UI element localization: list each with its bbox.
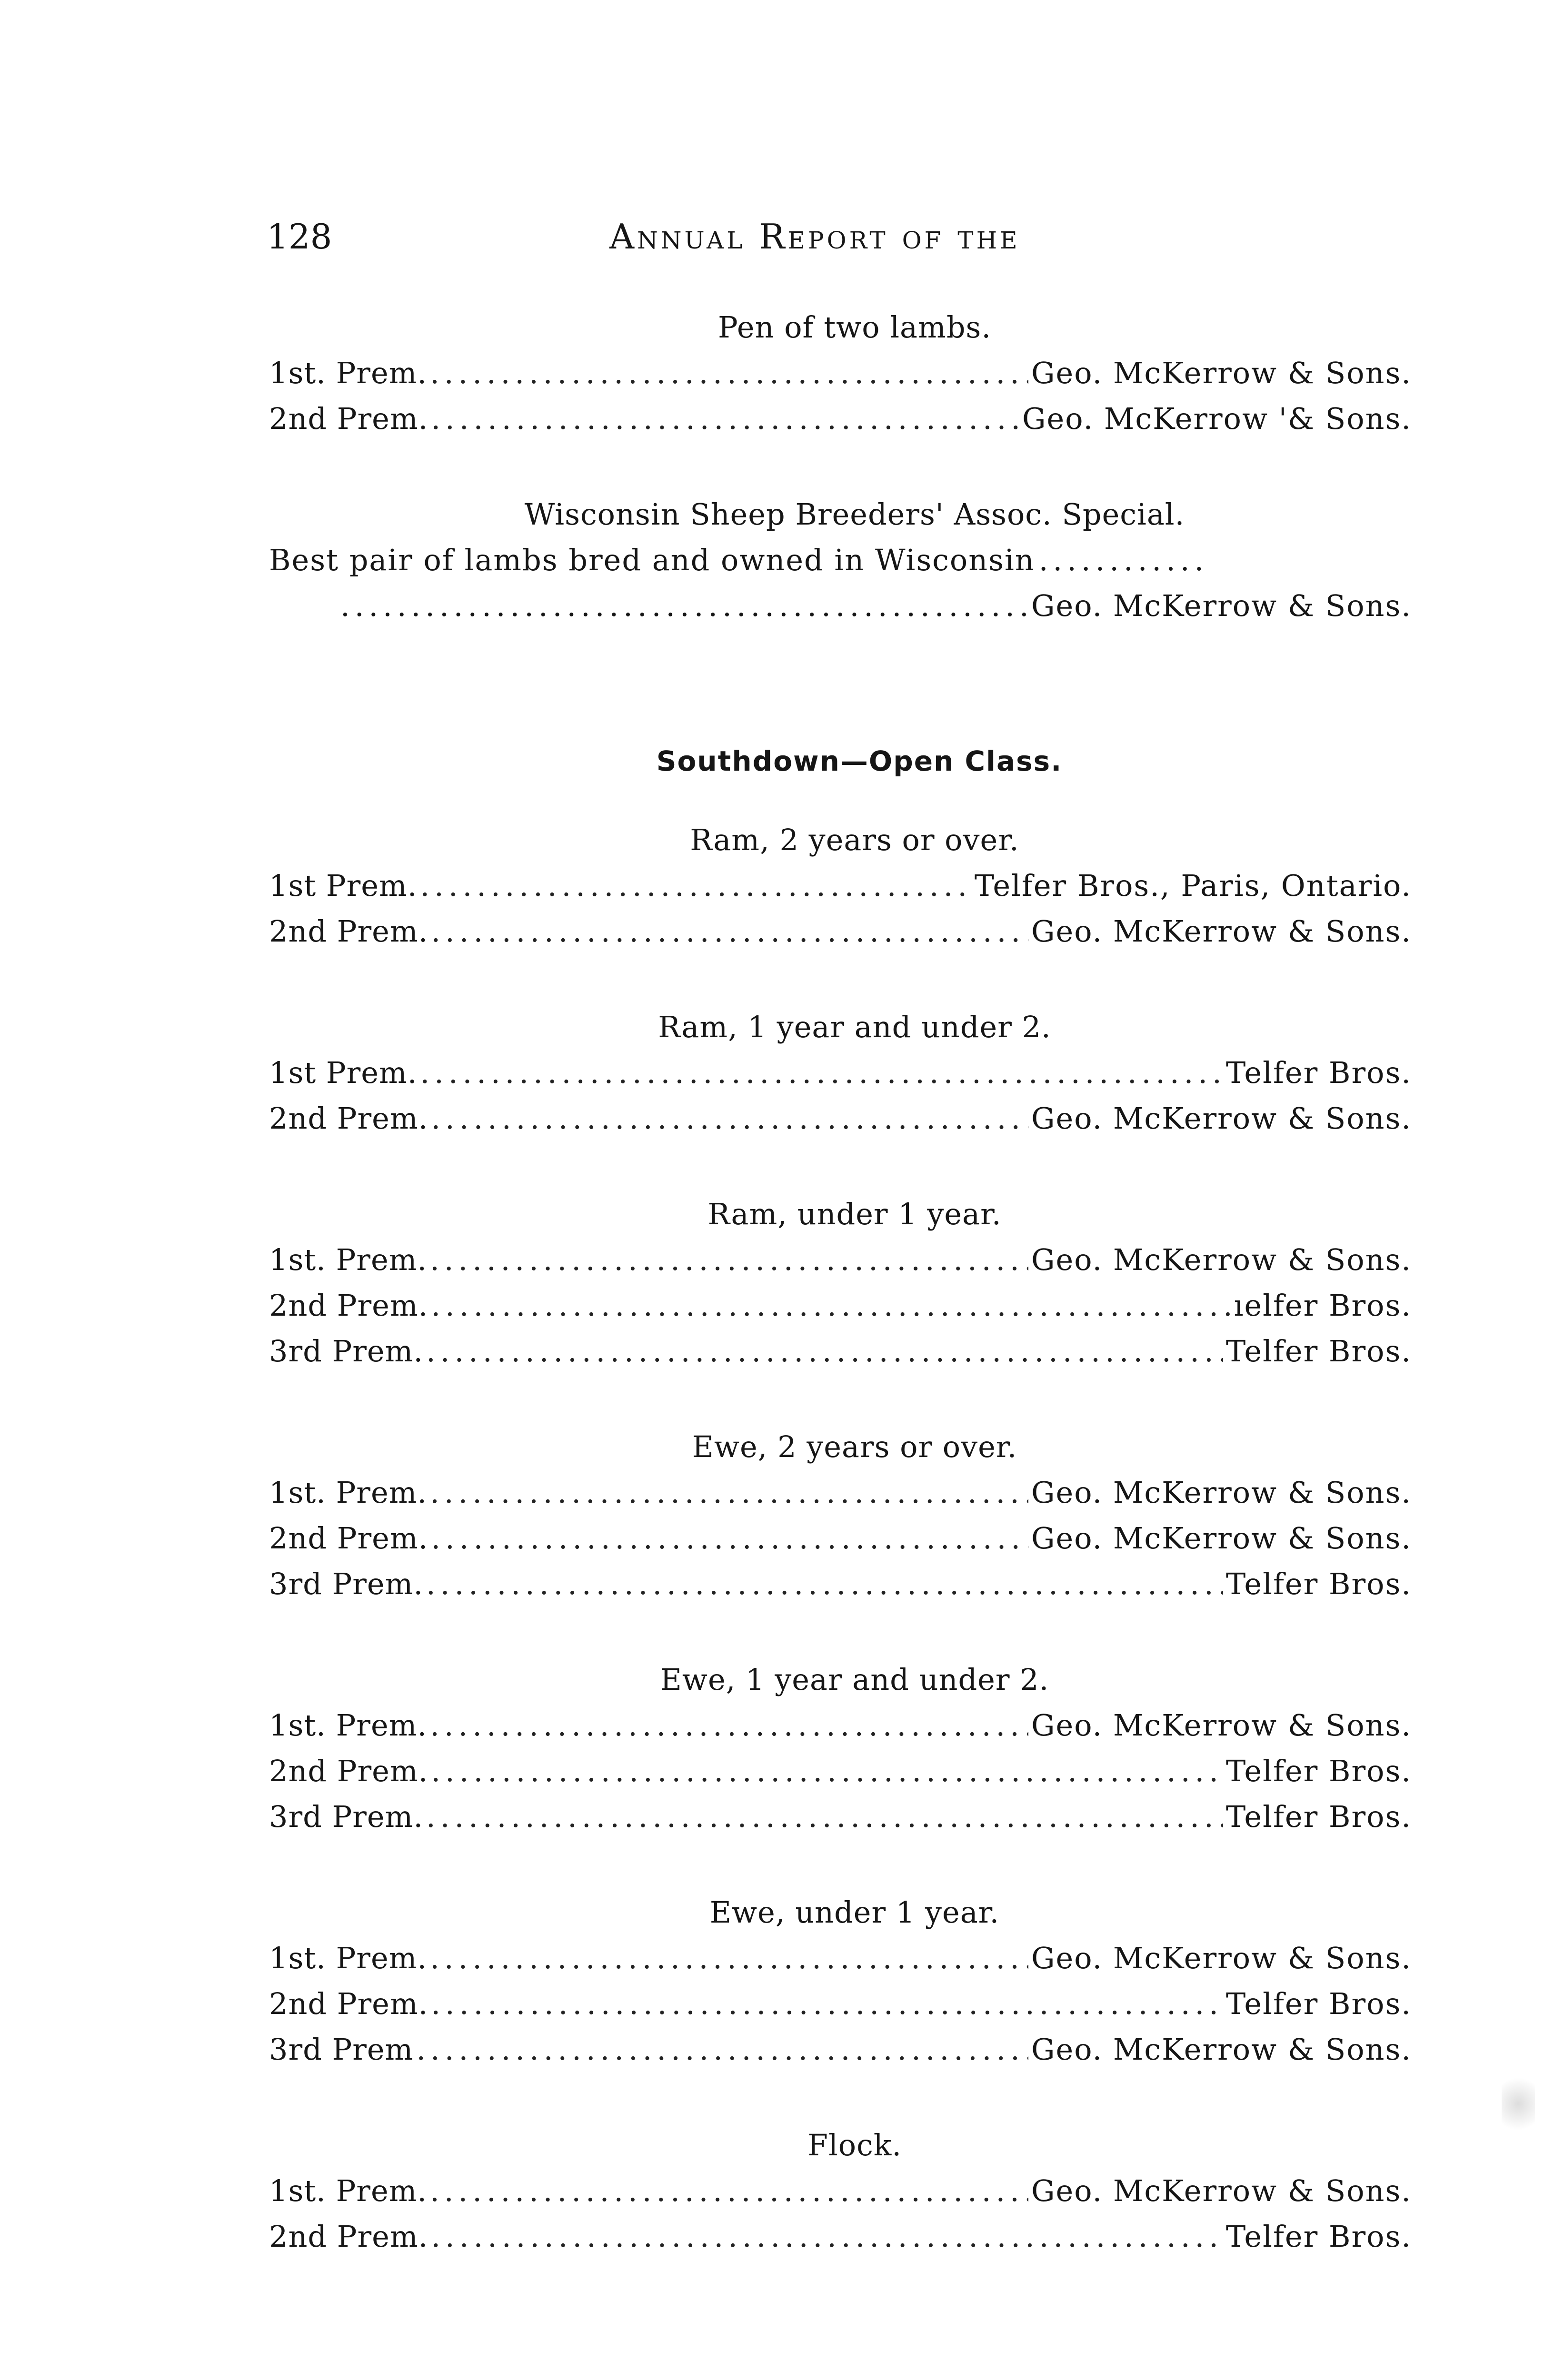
prize-label: 2nd Prem. xyxy=(269,1754,428,1788)
prize-label: 2nd Prem. xyxy=(269,1101,428,1136)
dot-leader xyxy=(431,396,1019,442)
prize-label: 2nd Prem. xyxy=(269,401,428,436)
running-head xyxy=(267,217,1409,274)
prize-winner: Geo. McKerrow & Sons. xyxy=(1031,356,1412,390)
section-pen-of-two-lambs xyxy=(269,305,1412,442)
prize-winner: Geo. McKerrow & Sons. xyxy=(1031,1941,1412,1975)
prize-winner: Geo. McKerrow & Sons. xyxy=(1031,588,1412,623)
section-subhead: Ram, 2 years or over. xyxy=(690,823,1019,857)
section-subhead: Ewe, 1 year and under 2. xyxy=(660,1662,1049,1697)
prize-label: 3rd Prem. xyxy=(269,1334,424,1368)
dot-leader xyxy=(420,863,971,909)
prize-entry xyxy=(269,1935,1412,1981)
prize-winner: Geo. McKerrow '& Sons. xyxy=(1022,401,1412,436)
prize-label: 1st. Prem. xyxy=(269,1475,428,1510)
dot-leader xyxy=(420,1050,1223,1096)
dot-leader xyxy=(430,1935,1028,1981)
prize-winner: Geo. McKerrow & Sons. xyxy=(1031,1521,1412,1556)
page-number: 128 xyxy=(267,217,332,257)
dot-leader xyxy=(431,909,1028,954)
prize-label: 1st Prem. xyxy=(269,868,418,903)
prize-entry xyxy=(269,1794,1412,1840)
section-wisconsin-special xyxy=(269,492,1412,629)
prize-entry xyxy=(269,1703,1412,1748)
prize-entry xyxy=(269,1329,1412,1374)
prize-entry xyxy=(269,396,1412,442)
page-content xyxy=(269,305,1412,2260)
dot-leader xyxy=(430,1237,1028,1283)
prize-label: 2nd Prem. xyxy=(269,2219,428,2254)
prize-winner: Telfer Bros. xyxy=(1225,1799,1412,1834)
prize-winner: Telfer Bros., Paris, Ontario. xyxy=(974,868,1412,903)
prize-winner: Telfer Bros. xyxy=(1225,1334,1412,1368)
section-ram-under-1-year xyxy=(269,1191,1412,1374)
dot-leader xyxy=(431,1096,1028,1141)
prize-label: 3rd Prem. xyxy=(269,1799,424,1834)
prize-entry xyxy=(269,1561,1412,1607)
prize-entry xyxy=(269,909,1412,954)
prize-entry xyxy=(269,1050,1412,1096)
special-description xyxy=(269,537,1412,583)
section-subhead: Pen of two lambs. xyxy=(717,310,992,345)
prize-label: 2nd Prem. xyxy=(269,1521,428,1556)
prize-winner: Geo. McKerrow & Sons. xyxy=(1031,1475,1412,1510)
dot-leader xyxy=(430,350,1028,396)
special-text: Best pair of lambs bred and owned in Wisconsin xyxy=(269,543,1035,577)
class-heading: Southdown—Open Class. xyxy=(656,745,1063,777)
dot-leader xyxy=(426,1794,1223,1840)
prize-winner: Telfer Bros. xyxy=(1225,1754,1412,1788)
dot-leader xyxy=(430,1470,1028,1516)
dot-leader xyxy=(431,1516,1028,1561)
dot-leader xyxy=(426,1329,1223,1374)
section-subhead: Ewe, under 1 year. xyxy=(709,1895,1000,1930)
section-subhead: Ram, under 1 year. xyxy=(707,1197,1002,1231)
section-subhead: Flock. xyxy=(807,2128,902,2162)
prize-winner: Geo. McKerrow & Sons. xyxy=(1031,1101,1412,1136)
prize-label: 2nd Prem. xyxy=(269,1986,428,2021)
prize-entry xyxy=(269,1516,1412,1561)
page-smudge xyxy=(1502,2071,1535,2137)
section-ewe-under-1-year xyxy=(269,1890,1412,2073)
dot-leader xyxy=(340,583,1028,629)
prize-label: 1st. Prem. xyxy=(269,1708,428,1743)
prize-entry xyxy=(269,1237,1412,1283)
dot-leader xyxy=(431,2214,1223,2260)
dot-leader xyxy=(426,1561,1223,1607)
section-ewe-2-years xyxy=(269,1424,1412,1607)
prize-winner: Geo. McKerrow & Sons. xyxy=(1031,914,1412,949)
prize-winner: Telfer Bros. xyxy=(1225,1986,1412,2021)
prize-winner: Geo. McKerrow & Sons. xyxy=(1031,2032,1412,2067)
prize-winner: Telfer Bros. xyxy=(1225,1567,1412,1601)
section-ewe-1-year xyxy=(269,1657,1412,1840)
prize-label: 1st. Prem. xyxy=(269,356,428,390)
prize-entry xyxy=(269,2168,1412,2214)
prize-label: 3rd Prem xyxy=(269,2032,414,2067)
dot-leader xyxy=(431,1283,1231,1329)
prize-entry xyxy=(269,863,1412,909)
prize-label: 1st Prem. xyxy=(269,1055,418,1090)
section-subhead: Ewe, 2 years or over. xyxy=(692,1429,1017,1464)
running-title: Annual Report of the xyxy=(609,217,1020,257)
prize-entry xyxy=(269,1748,1412,1794)
prize-label: 1st. Prem. xyxy=(269,1941,428,1975)
dot-leader xyxy=(416,2027,1028,2073)
prize-label: 3rd Prem. xyxy=(269,1567,424,1601)
prize-entry xyxy=(269,2027,1412,2073)
dot-leader xyxy=(1039,537,1201,583)
special-winner-line xyxy=(269,583,1412,629)
prize-entry xyxy=(269,1470,1412,1516)
dot-leader xyxy=(430,2168,1028,2214)
prize-entry xyxy=(269,1283,1412,1329)
prize-winner: ıelfer Bros. xyxy=(1234,1288,1412,1323)
section-ram-1-year xyxy=(269,1004,1412,1141)
prize-entry xyxy=(269,2214,1412,2260)
prize-label: 2nd Prem. xyxy=(269,1288,428,1323)
section-subhead: Ram, 1 year and under 2. xyxy=(658,1010,1051,1044)
prize-label: 1st. Prem. xyxy=(269,1242,428,1277)
section-subhead: Wisconsin Sheep Breeders' Assoc. Special. xyxy=(524,497,1185,532)
prize-entry xyxy=(269,1981,1412,2027)
prize-entry xyxy=(269,1096,1412,1141)
prize-label: 1st. Prem. xyxy=(269,2173,428,2208)
prize-winner: Telfer Bros. xyxy=(1225,1055,1412,1090)
prize-winner: Geo. McKerrow & Sons. xyxy=(1031,1708,1412,1743)
prize-winner: Geo. McKerrow & Sons. xyxy=(1031,2173,1412,2208)
prize-winner: Telfer Bros. xyxy=(1225,2219,1412,2254)
dot-leader xyxy=(430,1703,1028,1748)
dot-leader xyxy=(431,1748,1223,1794)
section-flock xyxy=(269,2122,1412,2260)
prize-entry xyxy=(269,350,1412,396)
prize-label: 2nd Prem. xyxy=(269,914,428,949)
dot-leader xyxy=(431,1981,1223,2027)
section-ram-2-years xyxy=(269,817,1412,954)
prize-winner: Geo. McKerrow & Sons. xyxy=(1031,1242,1412,1277)
